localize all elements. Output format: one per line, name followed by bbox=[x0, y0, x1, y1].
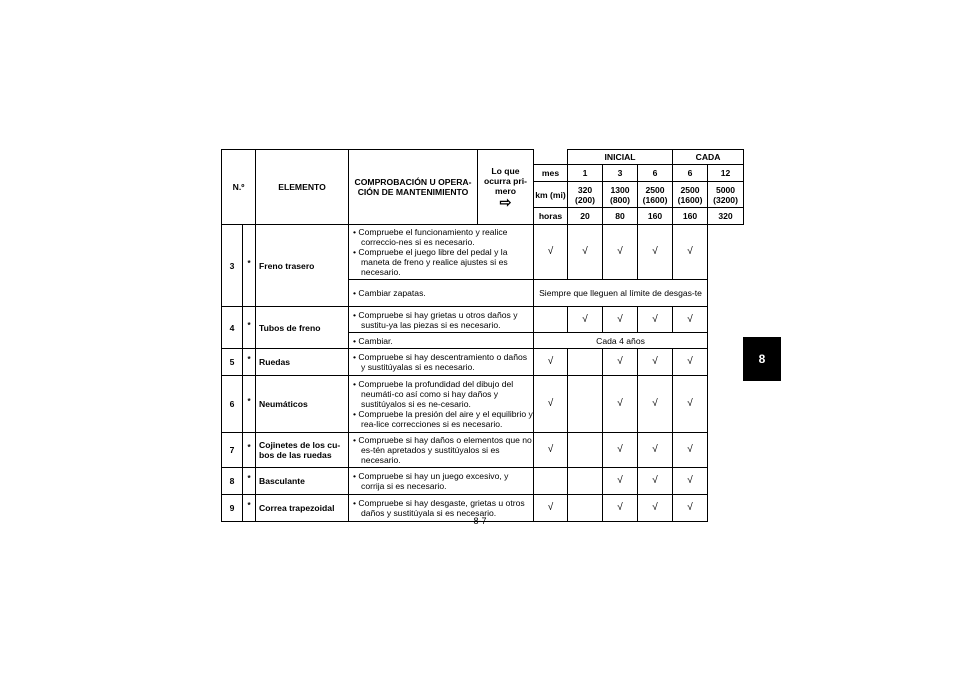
check-mark: √ bbox=[603, 376, 638, 433]
check-mark: √ bbox=[638, 307, 673, 333]
header-first-label: Lo que ocurra pri-mero bbox=[484, 166, 527, 196]
asterisk-mark: * bbox=[243, 225, 256, 307]
mes-value: 6 bbox=[673, 165, 708, 182]
list-item: • Compruebe la presión del aire y el equilibrio y rea-lice correcciones si es necesario. bbox=[353, 409, 533, 429]
check-mark: √ bbox=[534, 376, 568, 433]
check-mark: √ bbox=[534, 433, 568, 468]
list-item: • Cambiar. bbox=[353, 335, 393, 346]
horas-value: 20 bbox=[568, 208, 603, 225]
table-row bbox=[222, 349, 744, 376]
arrow-right-icon: ⇨ bbox=[499, 194, 512, 210]
row-number: 8 bbox=[222, 468, 243, 495]
empty-cell bbox=[568, 433, 603, 468]
check-mark: √ bbox=[673, 468, 708, 495]
km-value: 2500 (1600) bbox=[638, 182, 673, 208]
check-mark: √ bbox=[603, 433, 638, 468]
check-mark: √ bbox=[638, 468, 673, 495]
empty-cell bbox=[568, 495, 603, 522]
list-item: • Compruebe si hay daños o elementos que no es-tén apretados y sustitúyalos si es necesario. bbox=[353, 435, 532, 465]
list-item: • Compruebe si hay grietas u otros daños y sustitu-ya las piezas si es necesario. bbox=[353, 309, 518, 330]
table-row bbox=[222, 468, 744, 495]
empty-cell bbox=[534, 307, 568, 333]
check-mark: √ bbox=[603, 307, 638, 333]
header-every: CADA bbox=[673, 150, 744, 165]
header-element: ELEMENTO bbox=[256, 150, 349, 225]
check-mark: √ bbox=[534, 225, 568, 280]
header-initial: INICIAL bbox=[568, 150, 673, 165]
mes-value: 1 bbox=[568, 165, 603, 182]
list-item: • Compruebe si hay descentramiento o daños y sustitúyalas si es necesario. bbox=[353, 352, 528, 372]
check-mark: √ bbox=[603, 468, 638, 495]
header-blank bbox=[534, 150, 568, 165]
horas-value: 320 bbox=[708, 208, 744, 225]
horas-value: 160 bbox=[673, 208, 708, 225]
check-mark: √ bbox=[638, 376, 673, 433]
check-mark: √ bbox=[638, 433, 673, 468]
table-row bbox=[222, 376, 744, 433]
list-item: • Cambiar zapatas. bbox=[353, 288, 426, 298]
mes-value: 3 bbox=[603, 165, 638, 182]
check-mark: √ bbox=[673, 376, 708, 433]
check-items bbox=[349, 333, 534, 349]
interval-note: Cada 4 años bbox=[534, 333, 708, 349]
table-row bbox=[222, 433, 744, 468]
check-mark: √ bbox=[568, 225, 603, 280]
header-no: N.º bbox=[222, 150, 256, 225]
check-mark: √ bbox=[534, 349, 568, 376]
check-mark: √ bbox=[603, 225, 638, 280]
interval-note: Siempre que lleguen al límite de desgas-te bbox=[534, 280, 708, 307]
check-mark: √ bbox=[638, 495, 673, 522]
check-items bbox=[349, 433, 534, 468]
empty-cell bbox=[568, 376, 603, 433]
header-check: COMPROBACIÓN U OPERA-CIÓN DE MANTENIMIENTO bbox=[349, 150, 478, 225]
horas-value: 80 bbox=[603, 208, 638, 225]
check-items bbox=[349, 495, 534, 522]
list-item: • Compruebe el funcionamiento y realice correccio-nes si es necesario. bbox=[353, 227, 508, 247]
empty-cell bbox=[568, 468, 603, 495]
check-mark: √ bbox=[638, 349, 673, 376]
check-mark: √ bbox=[673, 349, 708, 376]
list-item: • Compruebe si hay un juego excesivo, y corrija si es necesario. bbox=[353, 471, 509, 491]
label-horas: horas bbox=[534, 208, 568, 225]
check-items bbox=[349, 349, 534, 376]
element-name: Basculante bbox=[256, 468, 349, 495]
label-mes: mes bbox=[534, 165, 568, 182]
check-items bbox=[349, 280, 534, 307]
check-mark: √ bbox=[673, 307, 708, 333]
check-mark: √ bbox=[638, 225, 673, 280]
check-mark: √ bbox=[603, 349, 638, 376]
row-number: 6 bbox=[222, 376, 243, 433]
list-item: • Compruebe si hay desgaste, grietas u otros daños y sustitúyala si es necesario. bbox=[353, 498, 525, 518]
row-number: 4 bbox=[222, 307, 243, 349]
element-name: Ruedas bbox=[256, 349, 349, 376]
row-number: 3 bbox=[222, 225, 243, 307]
row-number: 5 bbox=[222, 349, 243, 376]
check-items bbox=[349, 468, 534, 495]
element-name: Correa trapezoidal bbox=[256, 495, 349, 522]
element-name: Neumáticos bbox=[256, 376, 349, 433]
check-mark: √ bbox=[673, 495, 708, 522]
asterisk-mark: * bbox=[243, 307, 256, 349]
header-first bbox=[478, 150, 534, 225]
empty-cell bbox=[534, 468, 568, 495]
km-value: 1300 (800) bbox=[603, 182, 638, 208]
km-value: 320 (200) bbox=[568, 182, 603, 208]
km-value: 2500 (1600) bbox=[673, 182, 708, 208]
check-mark: √ bbox=[534, 495, 568, 522]
check-mark: √ bbox=[673, 433, 708, 468]
element-name: Tubos de freno bbox=[256, 307, 349, 349]
row-number: 9 bbox=[222, 495, 243, 522]
element-name: Freno trasero bbox=[256, 225, 349, 307]
element-name: Cojinetes de los cu-bos de las ruedas bbox=[256, 433, 349, 468]
asterisk-mark: * bbox=[243, 349, 256, 376]
km-value: 5000 (3200) bbox=[708, 182, 744, 208]
table-row bbox=[222, 225, 744, 280]
check-items bbox=[349, 225, 534, 280]
label-km: km (mi) bbox=[534, 182, 568, 208]
check-mark: √ bbox=[603, 495, 638, 522]
asterisk-mark: * bbox=[243, 495, 256, 522]
table-row bbox=[222, 307, 744, 333]
horas-value: 160 bbox=[638, 208, 673, 225]
check-mark: √ bbox=[568, 307, 603, 333]
page-number: 8-7 bbox=[473, 516, 487, 526]
asterisk-mark: * bbox=[243, 433, 256, 468]
asterisk-mark: * bbox=[243, 376, 256, 433]
check-items bbox=[349, 307, 534, 333]
section-tab: 8 bbox=[743, 337, 781, 381]
empty-cell bbox=[568, 349, 603, 376]
row-number: 7 bbox=[222, 433, 243, 468]
mes-value: 6 bbox=[638, 165, 673, 182]
maintenance-table bbox=[221, 149, 744, 522]
list-item: • Compruebe la profundidad del dibujo del neumáti-co así como si hay daños y sustitúyalos si es ne-cesario. bbox=[353, 379, 514, 409]
mes-value: 12 bbox=[708, 165, 744, 182]
check-mark: √ bbox=[673, 225, 708, 280]
list-item: • Compruebe el juego libre del pedal y la maneta de freno y realice ajustes si es necesario. bbox=[353, 247, 508, 277]
check-items bbox=[349, 376, 534, 433]
asterisk-mark: * bbox=[243, 468, 256, 495]
